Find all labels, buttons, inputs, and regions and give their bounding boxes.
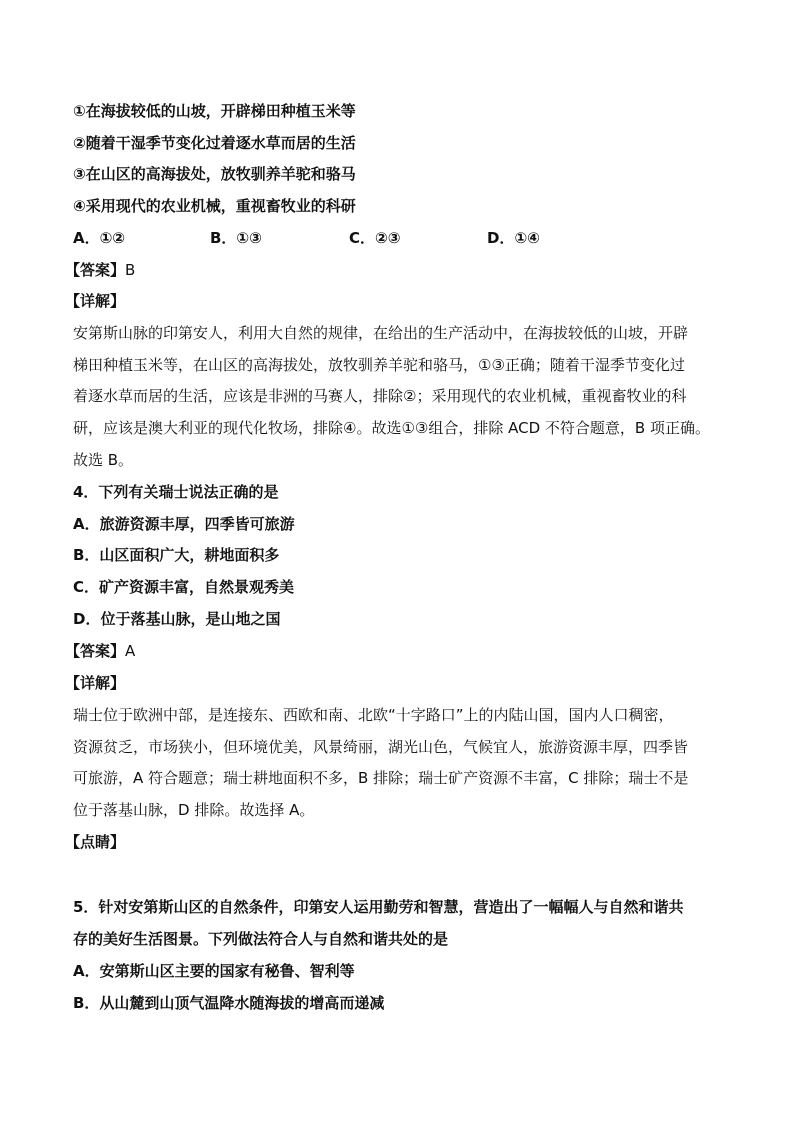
q3-option-d: D．①④ [487, 229, 540, 247]
q3-explanation-line-3: 着逐水草而居的生活，应该是非洲的马赛人，排除②；采用现代的农业机械，重视畜牧业的科 [73, 387, 687, 405]
q3-explanation-line-1: 安第斯山脉的印第安人，利用大自然的规律，在给出的生产活动中，在海拔较低的山坡，开辟 [73, 324, 689, 342]
q3-statement-3: ③在山区的高海拔处，放牧驯养羊驼和骆马 [73, 165, 356, 183]
q3-explanation-line-5: 故选 B。 [73, 451, 134, 469]
answer-value: B [125, 261, 136, 279]
q4-option-c: C．矿产资源丰富，自然景观秀美 [73, 578, 295, 596]
answer-label: 【答案】 [65, 642, 126, 660]
q5-option-a: A．安第斯山区主要的国家有秘鲁、智利等 [73, 962, 355, 980]
q3-explanation-line-4: 研，应该是澳大利亚的现代化牧场，排除④。故选①③组合，排除 ACD 不符合题意，B 项正确。 [73, 419, 710, 437]
q5-question-line-2: 存的美好生活图景。下列做法符合人与自然和谐共处的是 [73, 930, 449, 948]
q3-detail-label: 【详解】 [65, 292, 126, 310]
q3-option-b: B．①③ [210, 229, 262, 247]
q4-detail-label: 【详解】 [65, 674, 126, 692]
q4-option-a: A．旅游资源丰厚，四季皆可旅游 [73, 515, 295, 533]
q4-explanation-line-1: 瑞士位于欧洲中部，是连接东、西欧和南、北欧“十字路口”上的内陆山国，国内人口稠密， [73, 706, 674, 724]
q3-answer [65, 260, 135, 280]
q4-answer [65, 641, 135, 661]
q3-statement-4: ④采用现代的农业机械，重视畜牧业的科研 [73, 197, 356, 215]
q4-explanation-line-4: 位于落基山脉，D 排除。故选择 A。 [73, 801, 315, 819]
q3-explanation-line-2: 梯田种植玉米等，在山区的高海拔处，放牧驯养羊驼和骆马，①③正确；随着干湿季节变化过 [73, 356, 685, 374]
q5-question-line-1: 5．针对安第斯山区的自然条件，印第安人运用勤劳和智慧，营造出了一幅幅人与自然和谐共 [73, 898, 684, 916]
q3-option-a: A．①② [73, 229, 126, 247]
q3-option-c: C．②③ [349, 229, 401, 247]
q3-statement-2: ②随着干湿季节变化过着逐水草而居的生活 [73, 134, 356, 152]
q4-explanation-line-3: 可旅游，A 符合题意；瑞士耕地面积不多，B 排除；瑞士矿产资源不丰富，C 排除；瑞士不是 [73, 769, 689, 787]
q4-explanation-line-2: 资源贫乏，市场狭小，但环境优美，风景绮丽，湖光山色，气候宜人，旅游资源丰厚，四季皆 [73, 738, 689, 756]
q5-option-b: B．从山麓到山顶气温降水随海拔的增高而递减 [73, 994, 385, 1012]
q4-question: 4．下列有关瑞士说法正确的是 [73, 483, 279, 501]
q4-option-d: D．位于落基山脉，是山地之国 [73, 610, 281, 628]
answer-label: 【答案】 [65, 261, 126, 279]
q4-remark-label: 【点睛】 [65, 833, 126, 851]
q4-option-b: B．山区面积广大，耕地面积多 [73, 546, 280, 564]
q3-statement-1: ①在海拔较低的山坡，开辟梯田种植玉米等 [73, 102, 356, 120]
answer-value: A [125, 642, 136, 660]
